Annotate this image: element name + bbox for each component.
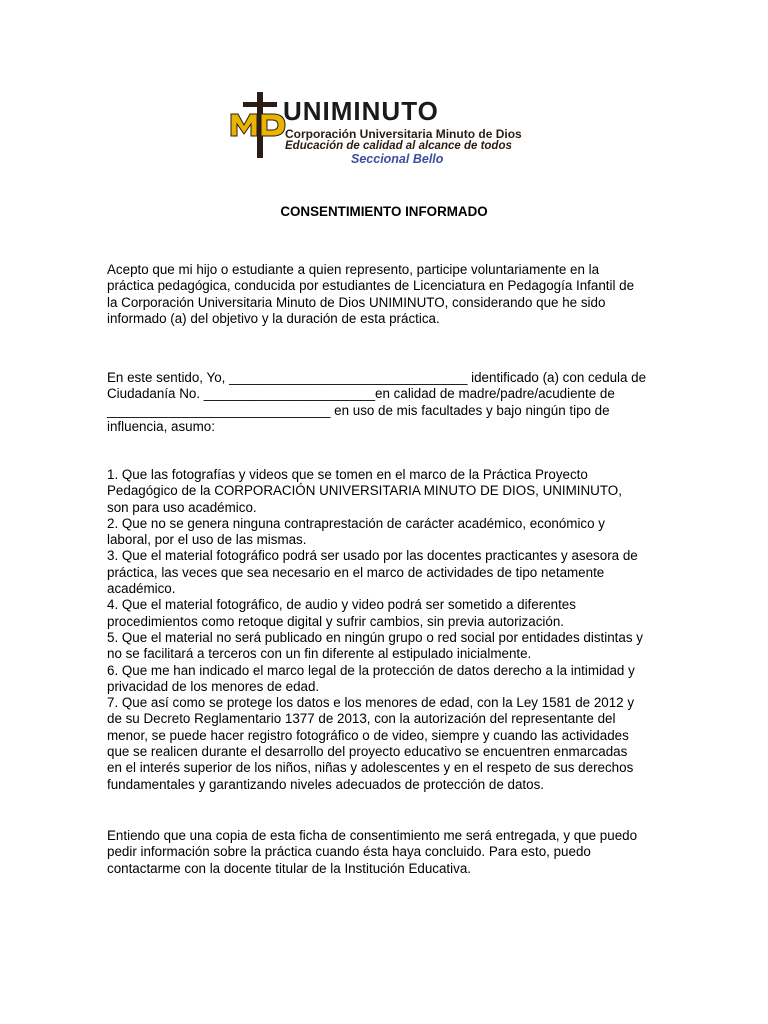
document-title: CONSENTIMIENTO INFORMADO [280, 204, 488, 219]
text-line: 1. Que las fotografías y videos que se tomen en el marco de la Práctica Proyecto [107, 467, 588, 482]
logo-institution-name: Corporación Universitaria Minuto de Dios [285, 127, 522, 141]
text-line: pedir información sobre la práctica cuando ésta haya concluido. Para esto, puedo [107, 844, 591, 860]
text-line: ______________________________ en uso de mis facultades y bajo ningún tipo de [107, 402, 610, 418]
intro-paragraph [107, 262, 667, 327]
text-line: menor, se puede hacer registro fotográfico o de video, siempre y cuando las actividades [107, 727, 629, 743]
closing-paragraph [107, 828, 667, 877]
text-line: no se facilitará a terceros con un fin diferente al estipulado inicialmente. [107, 646, 532, 662]
text-line: la Corporación Universitaria Minuto de Dios UNIMINUTO, considerando que he sido [107, 294, 606, 310]
declaration-paragraph [107, 370, 667, 435]
text-line: Ciudadanía No. _______________________en calidad de madre/padre/acudiente de [107, 386, 615, 402]
text-line: influencia, asumo: [107, 418, 215, 434]
text-line: informado (a) del objetivo y la duración de esta práctica. [107, 310, 440, 326]
text-line: práctica pedagógica, conducida por estudiantes de Licenciatura en Pedagogía Infantil de [107, 278, 635, 294]
text-line: laboral, por el uso de las mismas. [107, 532, 307, 548]
text-line: práctica, las veces que sea necesario en el marco de actividades de tipo netamente [107, 564, 605, 580]
text-line: procedimientos como retoque digital y sufrir cambios, sin previa autorización. [107, 613, 564, 629]
text-line: que se realicen durante el desarrollo del proyecto educativo se encuentren enmarcadas [107, 744, 628, 760]
conditions-list [107, 467, 667, 793]
text-line: Acepto que mi hijo o estudiante a quien represento, participe voluntariamente en la [107, 262, 600, 277]
logo-tagline: Educación de calidad al alcance de todos [285, 140, 512, 152]
uniminuto-logo [229, 92, 539, 166]
text-line: 7. Que así como se protege los datos e los menores de edad, con la Ley 1581 de 2012 y [107, 695, 635, 711]
text-line: 3. Que el material fotográfico podrá ser usado por las docentes practicantes y asesora de [107, 548, 638, 564]
text-line: son para uso académico. [107, 499, 257, 515]
text-line: privacidad de los menores de edad. [107, 678, 320, 694]
text-line: 4. Que el material fotográfico, de audio y video podrá ser sometido a diferentes [107, 597, 576, 613]
logo-campus: Seccional Bello [351, 152, 444, 166]
text-line: contactarme con la docente titular de la Institución Educativa. [107, 860, 471, 876]
text-line: 5. Que el material no será publicado en ningún grupo o red social por entidades distintas y [107, 629, 643, 645]
text-line: Pedagógico de la CORPORACIÓN UNIVERSITARIA MINUTO DE DIOS, UNIMINUTO, [107, 483, 622, 499]
logo-wordmark: UNIMINUTO [283, 96, 439, 126]
text-line: en el interés superior de los niños, niñas y adolescentes y en el respeto de sus derechos [107, 760, 634, 776]
md-monogram-icon [229, 92, 289, 166]
text-line: En este sentido, Yo, ________________________________ identificado (a) con cedula de [107, 370, 647, 385]
text-line: fundamentales y garantizando niveles adecuados de protección de datos. [107, 776, 544, 792]
text-line: 2. Que no se genera ninguna contraprestación de carácter académico, económico y [107, 515, 605, 531]
text-line: 6. Que me han indicado el marco legal de la protección de datos derecho a la intimidad y [107, 662, 635, 678]
text-line: Entiendo que una copia de esta ficha de consentimiento me será entregada, y que puedo [107, 828, 638, 843]
text-line: académico. [107, 581, 176, 597]
text-line: de su Decreto Reglamentario 1377 de 2013, con la autorización del representante del [107, 711, 616, 727]
